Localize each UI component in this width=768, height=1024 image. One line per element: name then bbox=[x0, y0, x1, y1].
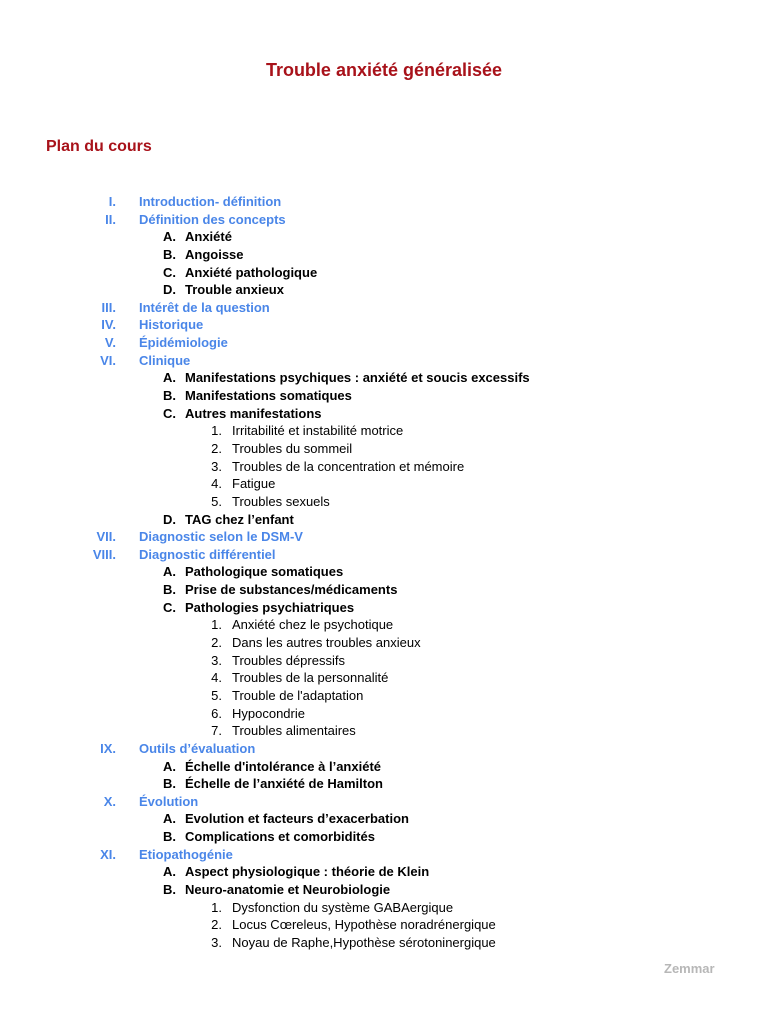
outline-item-number: II. bbox=[105, 211, 116, 227]
outline-item-number: V. bbox=[104, 335, 116, 351]
outline-item-number: B. bbox=[163, 829, 176, 845]
outline-item-text: Diagnostic selon le DSM-V bbox=[139, 529, 303, 545]
outline-item-level-3 bbox=[0, 634, 768, 652]
outline-item-number: I. bbox=[108, 194, 116, 209]
outline-item-level-2 bbox=[0, 264, 768, 282]
outline-item-number: VIII. bbox=[92, 546, 116, 562]
outline-item-text: Intérêt de la question bbox=[139, 299, 270, 315]
outline-item-text: Complications et comorbidités bbox=[185, 829, 375, 845]
outline-item-level-2 bbox=[0, 828, 768, 846]
outline-item-text: Clinique bbox=[139, 352, 191, 368]
outline-item-number: C. bbox=[163, 405, 176, 421]
outline-item-level-2 bbox=[0, 775, 768, 793]
outline-item-text: Fatigue bbox=[232, 476, 276, 492]
outline-item-text: Anxiété pathologique bbox=[185, 264, 318, 280]
outline-item-number: XI. bbox=[100, 846, 116, 862]
outline-item-text: Échelle d'intolérance à l’anxiété bbox=[185, 758, 382, 774]
outline-item-number: 5. bbox=[211, 493, 222, 509]
outline-item-level-2 bbox=[0, 246, 768, 264]
outline-item-text: Hypocondrie bbox=[232, 705, 305, 721]
outline-item-text: Outils d’évaluation bbox=[139, 740, 256, 756]
outline-item-level-2 bbox=[0, 810, 768, 828]
outline-item-number: 4. bbox=[211, 670, 222, 686]
outline-item-number: 1. bbox=[211, 423, 222, 439]
outline-item-text: Pathologies psychiatriques bbox=[185, 599, 355, 615]
outline-item-level-3 bbox=[0, 493, 768, 511]
outline-item-text: Angoisse bbox=[185, 246, 244, 262]
outline-item-number: D. bbox=[163, 511, 176, 527]
outline-item-text: Troubles sexuels bbox=[232, 493, 330, 509]
outline-item-text: Troubles de la personnalité bbox=[232, 670, 389, 686]
outline-item-level-2 bbox=[0, 758, 768, 776]
outline-item-text: Anxiété chez le psychotique bbox=[232, 617, 394, 633]
outline-item-text: Troubles alimentaires bbox=[232, 723, 356, 739]
outline-item-level-2 bbox=[0, 369, 768, 387]
outline-item-level-3 bbox=[0, 899, 768, 917]
outline-item-number: B. bbox=[163, 246, 176, 262]
outline-item-text: Introduction- définition bbox=[139, 194, 282, 209]
outline-item-level-3 bbox=[0, 458, 768, 476]
outline-item-text: Manifestations somatiques bbox=[185, 388, 352, 404]
outline-item-number: A. bbox=[163, 370, 176, 386]
outline-item-number: 5. bbox=[211, 687, 222, 703]
outline-item-level-3 bbox=[0, 616, 768, 634]
outline-item-level-2 bbox=[0, 405, 768, 423]
outline-item-text: Trouble anxieux bbox=[185, 282, 284, 298]
outline-item-level-2 bbox=[0, 387, 768, 405]
outline-item-number: 1. bbox=[211, 617, 222, 633]
outline-item-text: TAG chez l’enfant bbox=[185, 511, 294, 527]
outline-item-level-2 bbox=[0, 511, 768, 529]
outline-item-level-3 bbox=[0, 722, 768, 740]
outline-item-number: III. bbox=[101, 299, 116, 315]
outline-item-text: Aspect physiologique : théorie de Klein bbox=[185, 864, 430, 880]
footer-author: Zemmar bbox=[664, 961, 715, 976]
outline-item-number: VI. bbox=[100, 352, 116, 368]
outline-item-text: Prise de substances/médicaments bbox=[185, 582, 398, 598]
outline-item-number: D. bbox=[163, 282, 176, 298]
outline-item-number: 4. bbox=[211, 476, 222, 492]
outline-item-level-1 bbox=[0, 528, 768, 546]
outline-item-level-2 bbox=[0, 563, 768, 581]
outline-item-level-3 bbox=[0, 422, 768, 440]
outline-item-level-1 bbox=[0, 334, 768, 352]
outline-item-number: 2. bbox=[211, 917, 222, 933]
outline-item-text: Autres manifestations bbox=[185, 405, 322, 421]
outline-item-text: Etiopathogénie bbox=[139, 846, 233, 862]
outline-item-number: 2. bbox=[211, 440, 222, 456]
outline-item-number: 6. bbox=[211, 705, 222, 721]
course-outline bbox=[0, 193, 768, 952]
outline-item-number: A. bbox=[163, 758, 176, 774]
outline-item-text: Troubles de la concentration et mémoire bbox=[232, 458, 465, 474]
outline-item-level-3 bbox=[0, 440, 768, 458]
outline-item-level-3 bbox=[0, 687, 768, 705]
outline-item-text: Dans les autres troubles anxieux bbox=[232, 635, 421, 651]
outline-item-number: B. bbox=[163, 388, 176, 404]
outline-item-number: X. bbox=[103, 793, 116, 809]
outline-item-level-1 bbox=[0, 793, 768, 811]
outline-item-level-3 bbox=[0, 934, 768, 952]
outline-item-text: Dysfonction du système GABAergique bbox=[232, 899, 454, 915]
outline-item-number: B. bbox=[163, 776, 176, 792]
outline-item-level-2 bbox=[0, 281, 768, 299]
outline-item-text: Noyau de Raphe,Hypothèse sérotoninergique bbox=[232, 934, 496, 950]
outline-item-text: Anxiété bbox=[185, 229, 232, 245]
outline-item-level-2 bbox=[0, 599, 768, 617]
outline-item-text: Pathologique somatiques bbox=[185, 564, 344, 580]
outline-item-text: Evolution et facteurs d’exacerbation bbox=[185, 811, 409, 827]
outline-item-level-1 bbox=[0, 846, 768, 864]
outline-item-number: 7. bbox=[211, 723, 222, 739]
outline-item-number: 3. bbox=[211, 652, 222, 668]
outline-item-text: Manifestations psychiques : anxiété et soucis excessifs bbox=[185, 370, 530, 386]
outline-item-level-2 bbox=[0, 228, 768, 246]
outline-item-level-3 bbox=[0, 475, 768, 493]
outline-item-number: C. bbox=[163, 264, 176, 280]
outline-item-text: Troubles dépressifs bbox=[232, 652, 345, 668]
outline-item-number: VII. bbox=[96, 529, 116, 545]
outline-item-number: A. bbox=[163, 229, 176, 245]
outline-item-number: 1. bbox=[211, 899, 222, 915]
outline-item-level-1 bbox=[0, 211, 768, 229]
outline-item-number: B. bbox=[163, 881, 176, 897]
outline-item-level-3 bbox=[0, 652, 768, 670]
outline-item-level-3 bbox=[0, 916, 768, 934]
outline-item-level-1 bbox=[0, 352, 768, 370]
outline-item-text: Épidémiologie bbox=[139, 335, 228, 351]
outline-item-number: IX. bbox=[100, 740, 116, 756]
outline-item-text: Neuro-anatomie et Neurobiologie bbox=[185, 881, 391, 897]
outline-item-level-1 bbox=[0, 316, 768, 334]
outline-item-level-1 bbox=[0, 546, 768, 564]
document-title: Trouble anxiété généralisée bbox=[265, 60, 503, 80]
outline-item-number: A. bbox=[163, 864, 176, 880]
outline-item-text: Troubles du sommeil bbox=[232, 440, 353, 456]
outline-item-number: 3. bbox=[211, 934, 222, 950]
outline-item-level-3 bbox=[0, 669, 768, 687]
outline-item-level-2 bbox=[0, 581, 768, 599]
outline-item-level-2 bbox=[0, 863, 768, 881]
outline-item-text: Évolution bbox=[139, 793, 199, 809]
outline-item-text: Trouble de l'adaptation bbox=[232, 687, 364, 703]
outline-item-number: A. bbox=[163, 811, 176, 827]
outline-item-text: Locus Cœreleus, Hypothèse noradrénergique bbox=[232, 917, 496, 933]
outline-item-number: A. bbox=[163, 564, 176, 580]
outline-item-text: Irritabilité et instabilité motrice bbox=[232, 423, 404, 439]
outline-item-level-1 bbox=[0, 299, 768, 317]
outline-item-level-1 bbox=[0, 740, 768, 758]
plan-heading: Plan du cours bbox=[46, 138, 152, 155]
outline-item-text: Définition des concepts bbox=[139, 211, 286, 227]
outline-item-text: Historique bbox=[139, 317, 204, 333]
outline-item-text: Échelle de l’anxiété de Hamilton bbox=[185, 776, 383, 792]
outline-item-level-3 bbox=[0, 705, 768, 723]
outline-item-level-2 bbox=[0, 881, 768, 899]
outline-item-number: B. bbox=[163, 582, 176, 598]
outline-item-number: 2. bbox=[211, 635, 222, 651]
outline-item-level-1 bbox=[0, 193, 768, 211]
outline-item-number: C. bbox=[163, 599, 176, 615]
outline-item-text: Diagnostic différentiel bbox=[139, 546, 276, 562]
outline-item-number: IV. bbox=[101, 317, 116, 333]
outline-item-number: 3. bbox=[211, 458, 222, 474]
